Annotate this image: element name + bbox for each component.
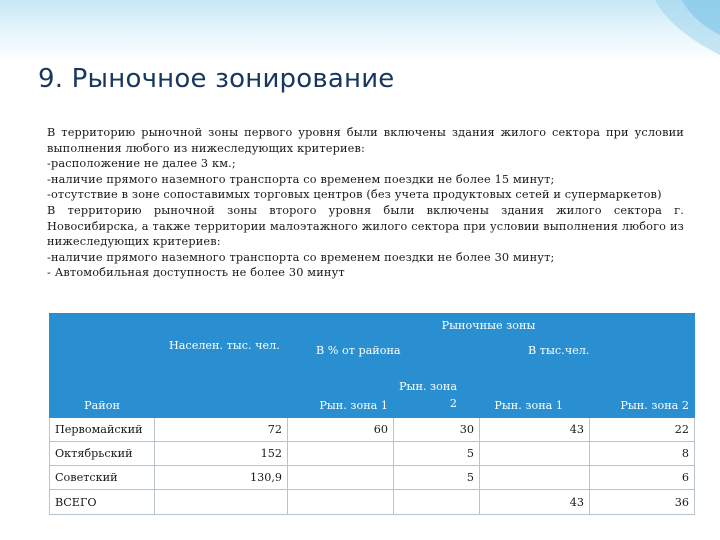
abs-zone2-header: Рын. зона 2 [620,399,690,412]
table-row [50,466,695,490]
population-cell: 72 [267,423,282,436]
pct-zone2-cell: 5 [466,471,474,484]
abs-zone1-cell: 43 [569,423,584,436]
abs-zone2-cell: 22 [674,423,690,436]
district-cell: Советский [55,471,118,484]
abs-zone2-cell: 8 [681,447,690,460]
pct-zone1-header: Рын. зона 1 [319,399,388,412]
market-zones-header: Рыночные зоны [441,319,536,332]
table-row [50,418,695,442]
paragraph: -отсутствие в зоне сопоставимых торговых центров (без учета продуктовых сетей и супермаркетов) [47,188,662,202]
district-cell: ВСЕГО [55,495,97,509]
pct-zone2-cell: 30 [459,423,474,436]
corner-swoosh-decoration [570,0,720,70]
pct-zone2-header: Рын. зона 2 [399,380,457,410]
abs-zone1-header: Рын. зона 1 [494,399,563,412]
population-header: Населен. тыс. чел. [169,339,280,352]
paragraph: В территорию рыночной зоны второго уровня были включены здания жилого сектора г. Новосибирска, а также территории малоэтажного жилого сектора при условии выполнения любого из нижеследующих критериев: [47,203,684,249]
table-row [50,490,695,515]
abs-zone2-cell: 36 [674,495,690,509]
paragraph: -наличие прямого наземного транспорта со временем поездки не более 30 минут; [47,250,555,264]
population-cell: 130,9 [249,471,282,484]
paragraph: - Автомобильная доступность не более 30 минут [47,266,345,280]
abs-zone2-cell: 6 [681,471,690,484]
district-cell: Первомайский [55,423,143,436]
criteria-text [47,125,684,281]
pct-of-district-header: В % от района [316,344,401,357]
abs-zone1-cell: 43 [569,495,584,509]
pct-zone1-cell: 60 [373,423,388,436]
population-cell: 152 [260,447,282,460]
slide-title: 9. Рыночное зонирование [38,64,395,94]
paragraph: -расположение не далее 3 км.; [47,157,236,171]
district-cell: Октябрьский [55,447,133,460]
pct-zone2-cell: 5 [466,447,474,460]
thousands-header: В тыс.чел. [528,344,590,357]
table-row [50,442,695,466]
paragraph: В территорию рыночной зоны первого уровня были включены здания жилого сектора при условии выполнения любого из нижеследующих критериев: [47,126,684,155]
paragraph: -наличие прямого наземного транспорта со временем поездки не более 15 минут; [47,172,555,186]
district-header: Район [84,399,120,412]
market-zones-table [49,313,695,515]
